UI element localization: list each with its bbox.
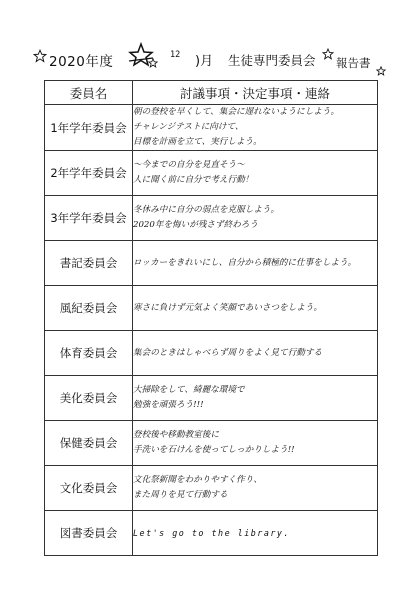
star-icon [376, 66, 386, 76]
committee-title: 生徒専門委員会 [228, 53, 316, 68]
committee-name: 風紀委員会 [45, 286, 133, 331]
note-line: Let's go to the library. [133, 527, 291, 538]
note-line: 〜今までの自分を見直そう〜 [133, 160, 245, 170]
star-icon [148, 58, 158, 68]
note-line: 目標を計画を立て、実行しよう。 [133, 137, 262, 147]
note-line: 寒さに負けず元気よく笑顔であいさつをしよう。 [133, 302, 323, 313]
agenda-notes [133, 241, 378, 286]
note-line: ロッカーをきれいにし、自分から積極的に仕事をしよう。 [133, 257, 357, 268]
table-row [45, 466, 378, 511]
agenda-notes [133, 376, 378, 421]
committee-name: 2年学年委員会 [45, 151, 133, 196]
note-line: 2020年を悔いが残さず終わろう [133, 220, 258, 230]
table-row [45, 241, 378, 286]
star-icon [322, 48, 334, 60]
report-table [44, 80, 378, 556]
table-row [45, 511, 378, 556]
table-header-row [45, 81, 378, 105]
note-line: 人に聞く前に自分で考え行動！ [133, 175, 254, 185]
agenda-notes [133, 105, 378, 151]
committee-name: 図書委員会 [45, 511, 133, 556]
agenda-notes [133, 421, 378, 466]
star-icon [33, 49, 47, 63]
agenda-notes [133, 511, 378, 556]
agenda-notes [133, 151, 378, 196]
committee-name: 美化委員会 [45, 376, 133, 421]
fiscal-year: 2020年度 [49, 54, 114, 70]
committee-name: 文化委員会 [45, 466, 133, 511]
table-row [45, 331, 378, 376]
note-line: 登校後や移動教室後に [133, 430, 219, 440]
note-line: 文化祭新聞をわかりやすく作り、 [133, 475, 262, 485]
report-label: 報告書 [336, 56, 371, 70]
committee-name: 3年学年委員会 [45, 196, 133, 241]
committee-name: 体育委員会 [45, 331, 133, 376]
note-line: 集会のときはしゃべらず周りをよく見て行動する [133, 347, 323, 358]
table-row [45, 105, 378, 151]
note-line: 朝の登校を早くして、集会に遅れないようにしよう。 [133, 107, 340, 117]
committee-column-header: 委員名 [45, 81, 133, 105]
note-line: 手洗いを石けんを使ってしっかりしよう!! [133, 445, 295, 455]
table-row [45, 421, 378, 466]
note-line: チャレンジテストに向けて、 [133, 122, 244, 132]
agenda-notes [133, 196, 378, 241]
note-line: 大掃除をして、綺麗な環境で [133, 385, 245, 395]
agenda-column-header: 討議事項・決定事項・連絡 [133, 81, 378, 105]
agenda-notes [133, 286, 378, 331]
committee-name: 書記委員会 [45, 241, 133, 286]
report-header [0, 40, 420, 74]
note-line: 冬休み中に自分の弱点を克服しよう。 [133, 205, 280, 215]
month-number: 12 [170, 50, 181, 60]
table-row [45, 286, 378, 331]
note-line: 勉強を頑張ろう!!! [133, 400, 204, 410]
committee-name: 保健委員会 [45, 421, 133, 466]
table-row [45, 151, 378, 196]
agenda-notes [133, 331, 378, 376]
note-line: また周りを見て行動する [133, 490, 228, 500]
table-row [45, 376, 378, 421]
committee-name: 1年学年委員会 [45, 105, 133, 151]
table-row [45, 196, 378, 241]
month-label: )月 [195, 54, 214, 69]
agenda-notes [133, 466, 378, 511]
